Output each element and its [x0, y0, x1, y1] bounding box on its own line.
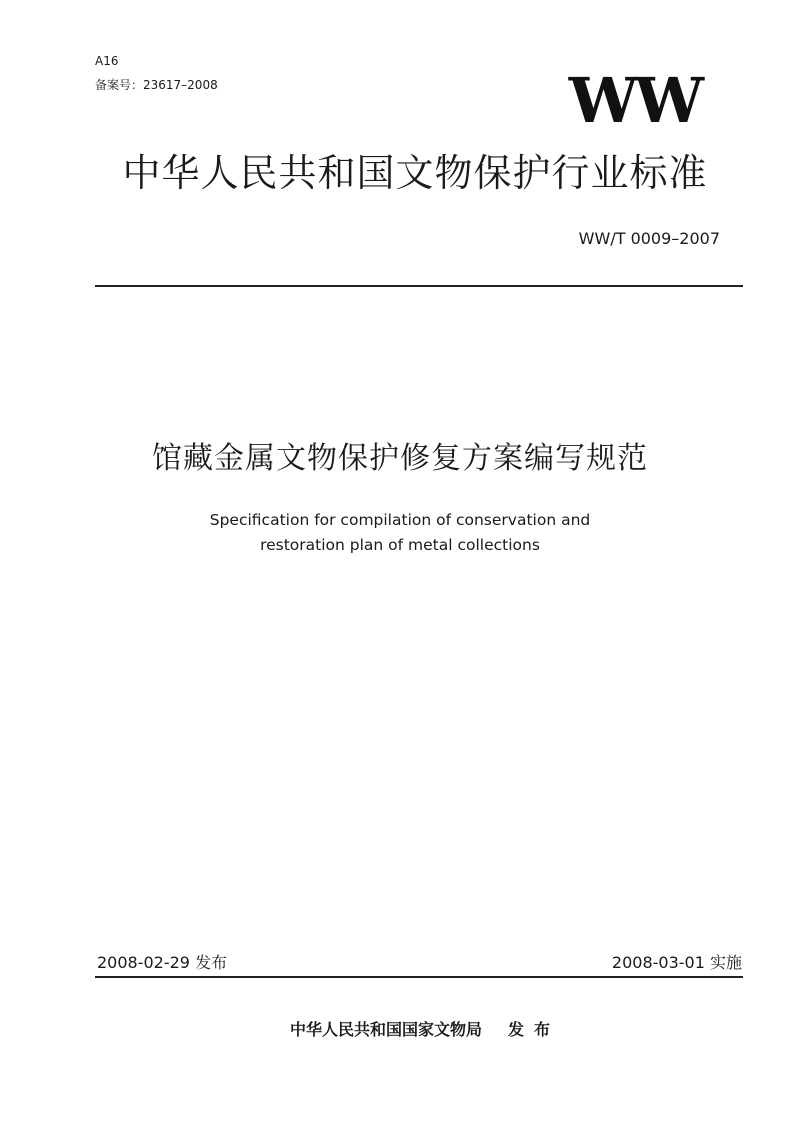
bottom-divider	[95, 976, 743, 978]
issuer-line	[0, 1019, 800, 1041]
classification-code: A16	[95, 54, 119, 68]
issue-word: 发布	[508, 1020, 561, 1039]
ww-logo: WW	[568, 64, 700, 137]
document-title-english	[0, 508, 800, 558]
issuing-authority: 中华人民共和国国家文物局	[289, 1020, 482, 1039]
effective-date: 2008-03-01 实施	[611, 953, 742, 972]
record-number: 备案号：23617–2008	[95, 78, 218, 92]
issue-date: 2008-02-29 发布	[97, 953, 228, 972]
standard-code: WW/T 0009–2007	[578, 229, 720, 248]
english-title-line-1: Specification for compilation of conservation and	[209, 511, 591, 529]
document-title-chinese: 馆藏金属文物保护修复方案编写规范	[152, 441, 648, 476]
standard-title: 中华人民共和国文物保护行业标准	[122, 151, 708, 195]
top-divider	[95, 285, 743, 287]
english-title-line-2: restoration plan of metal collections	[260, 536, 540, 554]
